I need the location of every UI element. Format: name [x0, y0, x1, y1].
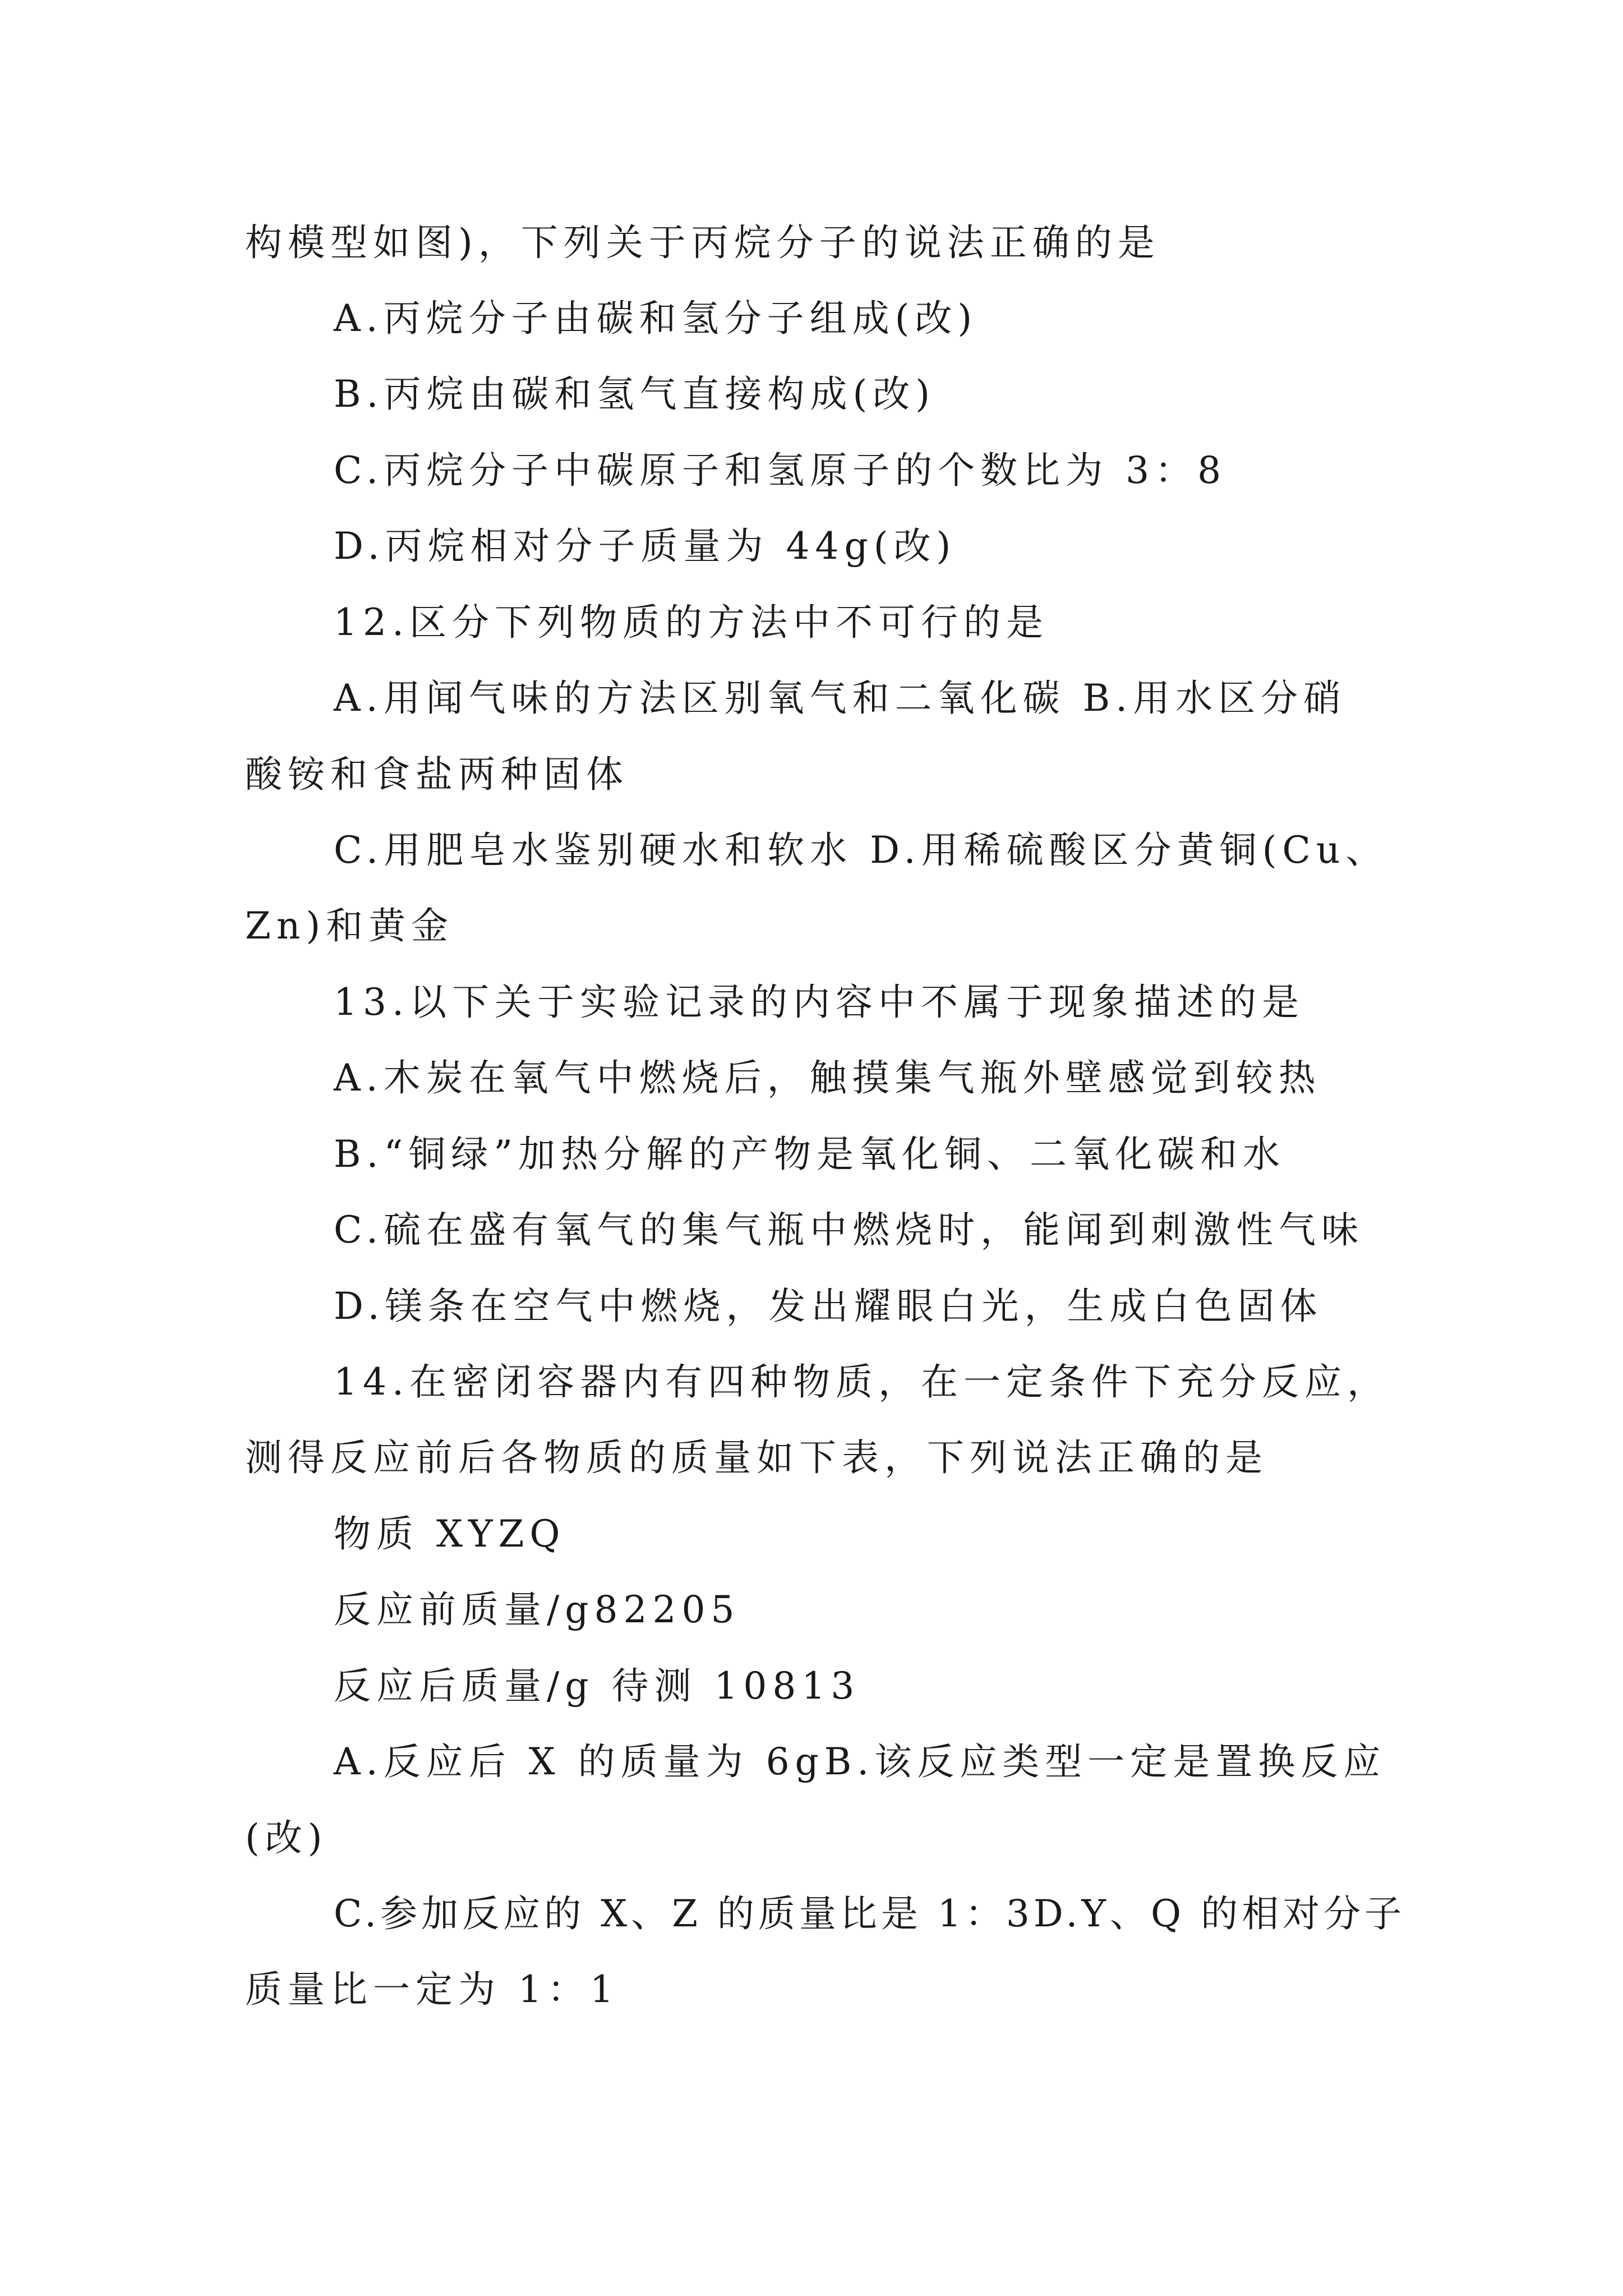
option-line: C.用肥皂水鉴别硬水和软水 D.用稀硫酸区分黄铜(Cu、	[334, 829, 1389, 872]
option-line: B.“铜绿”加热分解的产物是氧化铜、二氧化碳和水	[334, 1133, 1285, 1176]
option-line: D.丙烷相对分子质量为 44g(改)	[334, 524, 957, 568]
text-line: 测得反应前后各物质的质量如下表，下列说法正确的是	[245, 1436, 1268, 1479]
option-line: A.丙烷分子由碳和氢分子组成(改)	[334, 297, 978, 340]
text-line: 质量比一定为 1：1	[245, 1968, 619, 2011]
table-row-line: 反应后质量/g 待测 10813	[334, 1664, 860, 1708]
option-line: C.参加反应的 X、Z 的质量比是 1：3D.Y、Q 的相对分子	[334, 1892, 1406, 1935]
option-line: A.木炭在氧气中燃烧后，触摸集气瓶外壁感觉到较热	[334, 1056, 1321, 1099]
question-line: 13.以下关于实验记录的内容中不属于现象描述的是	[334, 981, 1304, 1024]
text-line: 酸铵和食盐两种固体	[245, 753, 629, 796]
option-line: D.镁条在空气中燃烧，发出耀眼白光，生成白色固体	[334, 1285, 1323, 1328]
text-line: 构模型如图)，下列关于丙烷分子的说法正确的是	[245, 221, 1160, 264]
table-row-line: 物质 XYZQ	[334, 1512, 566, 1556]
option-line: A.反应后 X 的质量为 6gB.该反应类型一定是置换反应	[334, 1740, 1386, 1783]
option-line: A.用闻气味的方法区别氧气和二氧化碳 B.用水区分硝	[334, 677, 1347, 720]
option-line: C.丙烷分子中碳原子和氢原子的个数比为 3：8	[334, 449, 1227, 492]
question-line: 14.在密闭容器内有四种物质，在一定条件下充分反应，	[334, 1360, 1390, 1404]
option-line: B.丙烷由碳和氢气直接构成(改)	[334, 372, 935, 416]
table-row-line: 反应前质量/g82205	[334, 1588, 740, 1631]
option-line: C.硫在盛有氧气的集气瓶中燃烧时，能闻到刺激性气味	[334, 1208, 1364, 1251]
text-line: (改)	[245, 1816, 328, 1860]
text-line: Zn)和黄金	[245, 904, 454, 947]
question-line: 12.区分下列物质的方法中不可行的是	[334, 601, 1049, 644]
